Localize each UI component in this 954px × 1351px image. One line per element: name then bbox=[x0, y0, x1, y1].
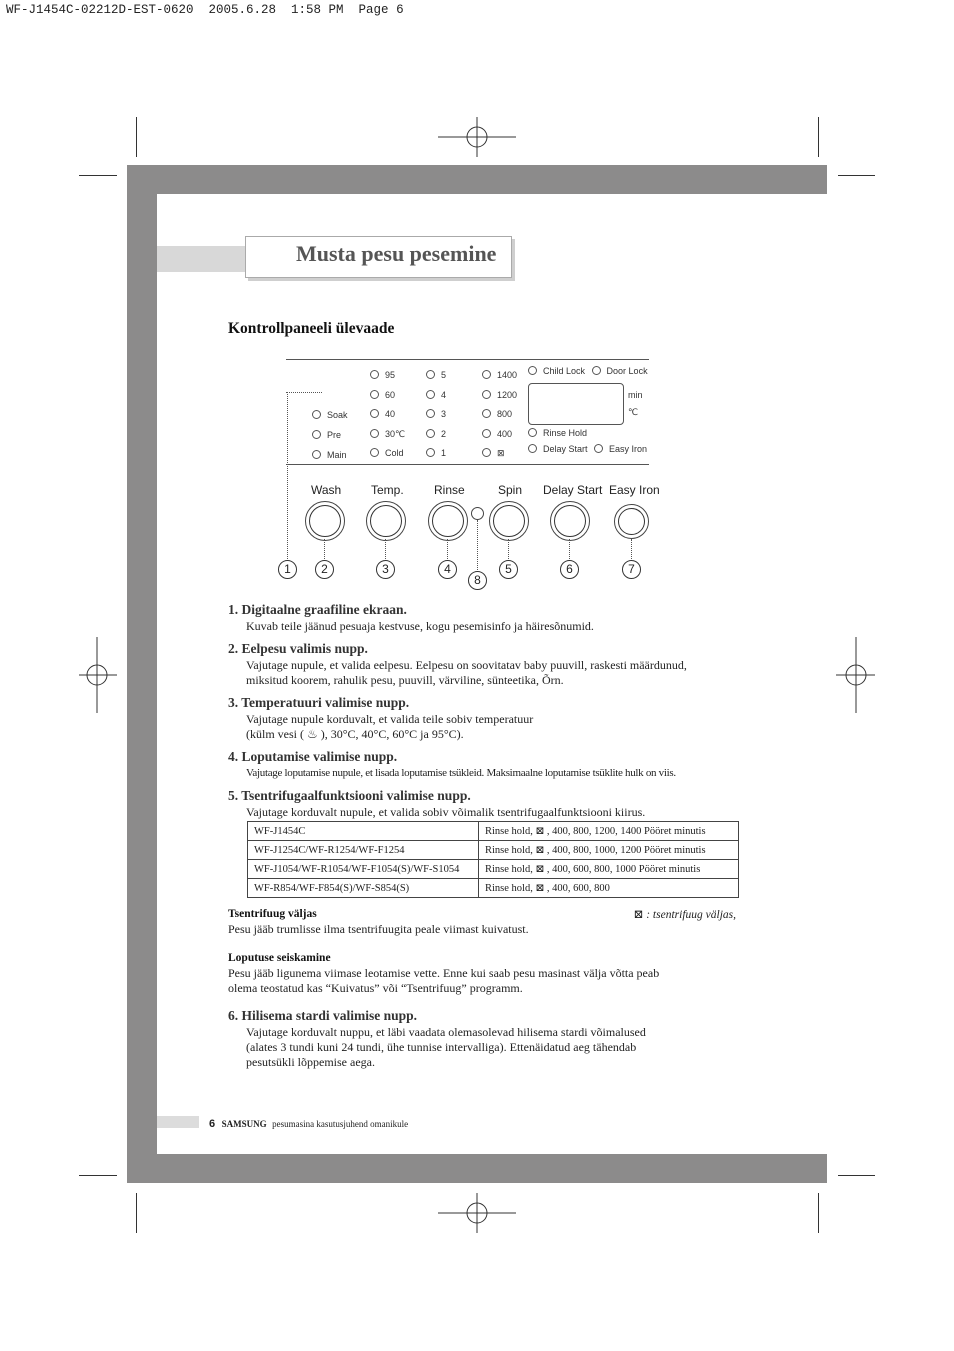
delay-iron-indicators bbox=[528, 444, 647, 454]
led-icon bbox=[482, 448, 491, 457]
led-icon bbox=[594, 444, 603, 453]
led-icon bbox=[482, 390, 491, 399]
led-icon bbox=[312, 410, 321, 419]
list-item bbox=[228, 641, 788, 688]
knob-label-wash: Wash bbox=[311, 483, 342, 497]
callout-number: 2 bbox=[315, 560, 334, 579]
model-cell: WF-J1454C bbox=[248, 822, 479, 841]
led-icon bbox=[592, 366, 601, 375]
temp-value: Cold bbox=[385, 448, 404, 458]
item-title: Temperatuuri valimise nupp. bbox=[241, 695, 410, 710]
model-cell: WF-R854/WF-F854(S)/WF-S854(S) bbox=[248, 879, 479, 898]
led-icon bbox=[482, 409, 491, 418]
speed-cell: Rinse hold, ⊠ , 400, 800, 1200, 1400 Pööret minutis bbox=[479, 822, 739, 841]
spin-value: 1400 bbox=[497, 370, 518, 380]
temp-value: 40 bbox=[385, 409, 396, 419]
title-band bbox=[157, 246, 247, 272]
spin-off-text: Pesu jääb trumlisse ilma tsentrifuugita peale viimast kuivatust. bbox=[228, 922, 529, 936]
no-spin-icon: ⊠ bbox=[497, 448, 505, 458]
rinse-value: 5 bbox=[441, 370, 447, 380]
led-icon bbox=[370, 448, 379, 457]
callout-number: 4 bbox=[438, 560, 457, 579]
table-row bbox=[248, 822, 739, 841]
rinse-value: 2 bbox=[441, 428, 447, 439]
item-text-line: (alates 3 tundi kuni 24 tundi, ühe tunnise intervalliga). Ettenäidatud aeg tähendab bbox=[246, 1040, 637, 1054]
child-lock-label: Child Lock bbox=[543, 366, 586, 376]
door-lock-label: Door Lock bbox=[606, 366, 648, 376]
model-cell: WF-J1054/WF-R1054/WF-F1054(S)/WF-S1054 bbox=[248, 860, 479, 879]
title-box bbox=[245, 236, 512, 278]
item-text-line: Vajutage korduvalt nuppu, et läbi vaadata olemasolevad hilisema stardi võimalused bbox=[246, 1025, 646, 1039]
table-row bbox=[248, 879, 739, 898]
callout-number: 7 bbox=[622, 560, 641, 579]
page-number: 6 bbox=[209, 1118, 216, 1130]
start-pause-icon bbox=[471, 507, 484, 520]
item-title: Eelpesu valimis nupp. bbox=[241, 641, 368, 656]
led-icon bbox=[528, 444, 537, 453]
speed-cell: Rinse hold, ⊠ , 400, 600, 800 bbox=[479, 879, 739, 898]
list-item bbox=[228, 749, 788, 781]
print-header: WF-J1454C-02212D-EST-0620 2005.6.28 1:58 PM Page 6 bbox=[6, 3, 404, 17]
knob-label-rinse: Rinse bbox=[434, 483, 465, 497]
item-text-line: Vajutage korduvalt nupule, et valida sobiv võimalik tsentrifugaalfunktsiooni kiirus. bbox=[246, 805, 646, 819]
wash-option-label: Main bbox=[327, 450, 347, 460]
spin-value: 800 bbox=[497, 409, 513, 419]
knob-label-spin: Spin bbox=[498, 483, 523, 497]
list-item bbox=[228, 602, 788, 634]
led-icon bbox=[426, 370, 435, 379]
table-row bbox=[248, 860, 739, 879]
callout-number: 5 bbox=[499, 560, 518, 579]
spin-value: 400 bbox=[497, 428, 513, 439]
item-number: 1. bbox=[228, 602, 239, 617]
item-text-line: pesutsükli lõppemise aega. bbox=[246, 1055, 375, 1069]
page-title: Musta pesu pesemine bbox=[296, 241, 497, 266]
rinse-value: 1 bbox=[441, 448, 447, 458]
knob-label-easy-iron: Easy Iron bbox=[609, 483, 660, 497]
section-heading: Kontrollpaneeli ülevaade bbox=[228, 320, 395, 337]
led-icon bbox=[426, 429, 435, 438]
item-title: Tsentrifugaalfunktsiooni valimise nupp. bbox=[241, 788, 471, 803]
delay-start-led-label: Delay Start bbox=[543, 444, 588, 454]
text-line: Pesu jääb ligunema viimase leotamise vette. Enne kui saab pesu masinast välja võtta peab bbox=[228, 966, 660, 980]
item-text-line: Vajutage nupule korduvalt, et valida teile sobiv temperatuur bbox=[246, 712, 534, 726]
led-icon bbox=[370, 409, 379, 418]
callout-number: 3 bbox=[376, 560, 395, 579]
callout-number: 6 bbox=[560, 560, 579, 579]
item-number: 3. bbox=[228, 695, 239, 710]
led-icon bbox=[482, 429, 491, 438]
rinse-values bbox=[426, 366, 446, 464]
temp-knob bbox=[366, 501, 406, 541]
digital-display bbox=[528, 383, 624, 425]
led-icon bbox=[482, 370, 491, 379]
list-item bbox=[228, 695, 788, 742]
delay-start-knob bbox=[550, 501, 590, 541]
item-list bbox=[228, 602, 788, 820]
spin-knob bbox=[489, 501, 529, 541]
wash-knob bbox=[305, 501, 345, 541]
item-text-line: Kuvab teile jäänud pesuaja kestvuse, kogu pesemisinfo ja häiresõnumid. bbox=[246, 619, 594, 633]
spin-value: 1200 bbox=[497, 389, 518, 400]
item-text-line: miksitud koorem, rahulik pesu, puuvill, värviline, sünteetika, Õrn. bbox=[246, 673, 564, 687]
page-footer bbox=[209, 1118, 408, 1130]
temp-value: 30℃ bbox=[385, 428, 406, 439]
item-number: 4. bbox=[228, 749, 239, 764]
brand-name: SAMSUNG bbox=[221, 1119, 267, 1129]
led-icon bbox=[528, 366, 537, 375]
led-icon bbox=[426, 448, 435, 457]
item-title: Digitaalne graafiline ekraan. bbox=[241, 602, 407, 617]
spin-note: ⊠ : tsentrifuug väljas, bbox=[633, 909, 736, 921]
list-item bbox=[228, 1008, 788, 1070]
led-icon bbox=[370, 390, 379, 399]
speed-cell: Rinse hold, ⊠ , 400, 800, 1000, 1200 Pööret minutis bbox=[479, 841, 739, 860]
item-number: 2. bbox=[228, 641, 239, 656]
temp-value: 95 bbox=[385, 370, 396, 380]
item-text-line: Vajutage loputamise nupule, et lisada loputamise tsükleid. Maksimaalne loputamise tsüklite hulk on viis. bbox=[246, 767, 676, 779]
rinse-stop-heading: Loputuse seiskamine bbox=[228, 952, 331, 964]
knob-label-delay-start: Delay Start bbox=[543, 483, 603, 497]
item-title: Loputamise valimise nupp. bbox=[241, 749, 398, 764]
callout-number: 8 bbox=[468, 571, 487, 590]
led-icon bbox=[370, 429, 379, 438]
wash-options bbox=[312, 405, 348, 465]
speed-cell: Rinse hold, ⊠ , 400, 600, 800, 1000 Pööret minutis bbox=[479, 860, 739, 879]
item-number: 5. bbox=[228, 788, 239, 803]
temp-value: 60 bbox=[385, 389, 396, 400]
lock-indicators bbox=[528, 366, 648, 376]
wash-option-label: Pre bbox=[327, 430, 342, 440]
led-icon bbox=[426, 390, 435, 399]
easy-iron-led-label: Easy Iron bbox=[609, 444, 648, 454]
knob-label-temp: Temp. bbox=[371, 483, 404, 497]
item-title: Hilisema stardi valimise nupp. bbox=[241, 1008, 418, 1023]
display-min-label: min bbox=[628, 390, 643, 400]
spin-off-heading: Tsentrifuug väljas bbox=[228, 908, 317, 920]
rinse-value: 3 bbox=[441, 409, 447, 419]
led-icon bbox=[426, 409, 435, 418]
spin-speed-table bbox=[247, 821, 739, 898]
rinse-hold-label: Rinse Hold bbox=[543, 428, 588, 438]
rinse-value: 4 bbox=[441, 389, 447, 400]
led-icon bbox=[312, 450, 321, 459]
temp-values bbox=[370, 366, 405, 464]
led-icon bbox=[370, 370, 379, 379]
rinse-knob bbox=[428, 501, 468, 541]
item-text-line: (külm vesi ( ♨ ), 30°C, 40°C, 60°C ja 95°C). bbox=[246, 727, 464, 741]
display-celsius-label: ℃ bbox=[628, 407, 639, 417]
easy-iron-knob bbox=[614, 504, 649, 539]
list-item bbox=[228, 788, 788, 820]
led-icon bbox=[312, 430, 321, 439]
callout-number: 1 bbox=[278, 560, 297, 579]
rinse-hold-indicator bbox=[528, 428, 587, 438]
spin-values bbox=[482, 366, 517, 464]
rinse-stop-text bbox=[228, 966, 659, 996]
table-row bbox=[248, 841, 739, 860]
wash-option-label: Soak bbox=[327, 410, 348, 420]
led-icon bbox=[528, 428, 537, 437]
model-cell: WF-J1254C/WF-R1254/WF-F1254 bbox=[248, 841, 479, 860]
item-number: 6. bbox=[228, 1008, 239, 1023]
item-text-line: Vajutage nupule, et valida eelpesu. Eelpesu on soovitatav baby puuvill, raskesti määrdunud, bbox=[246, 658, 687, 672]
footer-text: pesumasina kasutusjuhend omanikule bbox=[272, 1119, 409, 1129]
text-line: olema teostatud kas “Kuivatus” või “Tsentrifuug” programm. bbox=[228, 981, 523, 995]
